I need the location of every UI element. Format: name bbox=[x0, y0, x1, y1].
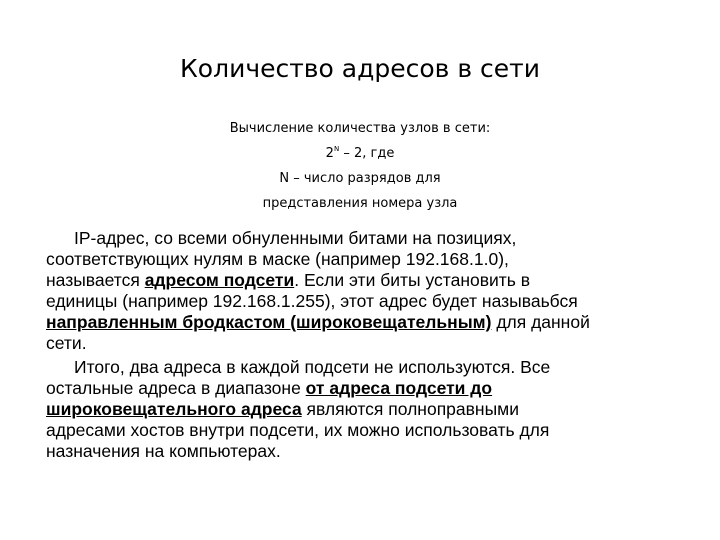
paragraph-2-line-5: назначения на компьютерах. bbox=[46, 441, 281, 461]
paragraph-2-line-3 bbox=[46, 399, 676, 420]
formula-definition: N – число разрядов для bbox=[279, 171, 441, 186]
text-run: являются полноправными bbox=[301, 399, 519, 419]
paragraph-2-line-1 bbox=[46, 357, 676, 378]
paragraph-1 bbox=[46, 228, 676, 354]
paragraph-1-line-3 bbox=[46, 270, 676, 291]
paragraph-1-line-1 bbox=[46, 228, 676, 249]
formula-rest: – 2, где bbox=[339, 146, 395, 161]
text-run: Итого, два адреса в каждой подсети не используются. Все bbox=[74, 357, 551, 377]
formula-exponent: N bbox=[333, 145, 340, 153]
formula-definition-cont: представления номера узла bbox=[262, 196, 458, 211]
body-text bbox=[46, 228, 676, 465]
paragraph-2-line-4: адресами хостов внутри подсети, их можно использовать для bbox=[46, 420, 550, 440]
paragraph-1-line-4: единицы (например 192.168.1.255), этот адрес будет называьбся bbox=[46, 291, 578, 311]
text-run: . Если эти биты установить в bbox=[294, 270, 531, 290]
term-range-end: широковещательного адреса bbox=[46, 399, 302, 419]
formula-block bbox=[0, 116, 720, 216]
paragraph-1-line-2: соответствующих нулям в маске (например 192.168.1.0), bbox=[46, 249, 509, 269]
term-subnet-address: адресом подсети bbox=[144, 270, 295, 290]
paragraph-2-line-2 bbox=[46, 378, 676, 399]
paragraph-2 bbox=[46, 357, 676, 462]
formula-line bbox=[0, 141, 720, 166]
paragraph-1-line-5 bbox=[46, 312, 676, 333]
slide-title: Количество адресов в сети bbox=[180, 54, 540, 83]
text-run: называется bbox=[46, 270, 145, 290]
term-directed-broadcast: направленным бродкастом (широковещательным) bbox=[46, 312, 492, 332]
term-range-start: от адреса подсети до bbox=[305, 378, 493, 398]
formula-intro: Вычисление количества узлов в сети: bbox=[229, 121, 491, 136]
formula-base: 2 bbox=[325, 146, 334, 161]
text-run: IP-адрес, со всеми обнуленными битами на позициях, bbox=[74, 228, 517, 248]
text-run: для данной bbox=[491, 312, 590, 332]
paragraph-1-line-6: сети. bbox=[46, 333, 87, 353]
text-run: остальные адреса в диапазоне bbox=[46, 378, 306, 398]
